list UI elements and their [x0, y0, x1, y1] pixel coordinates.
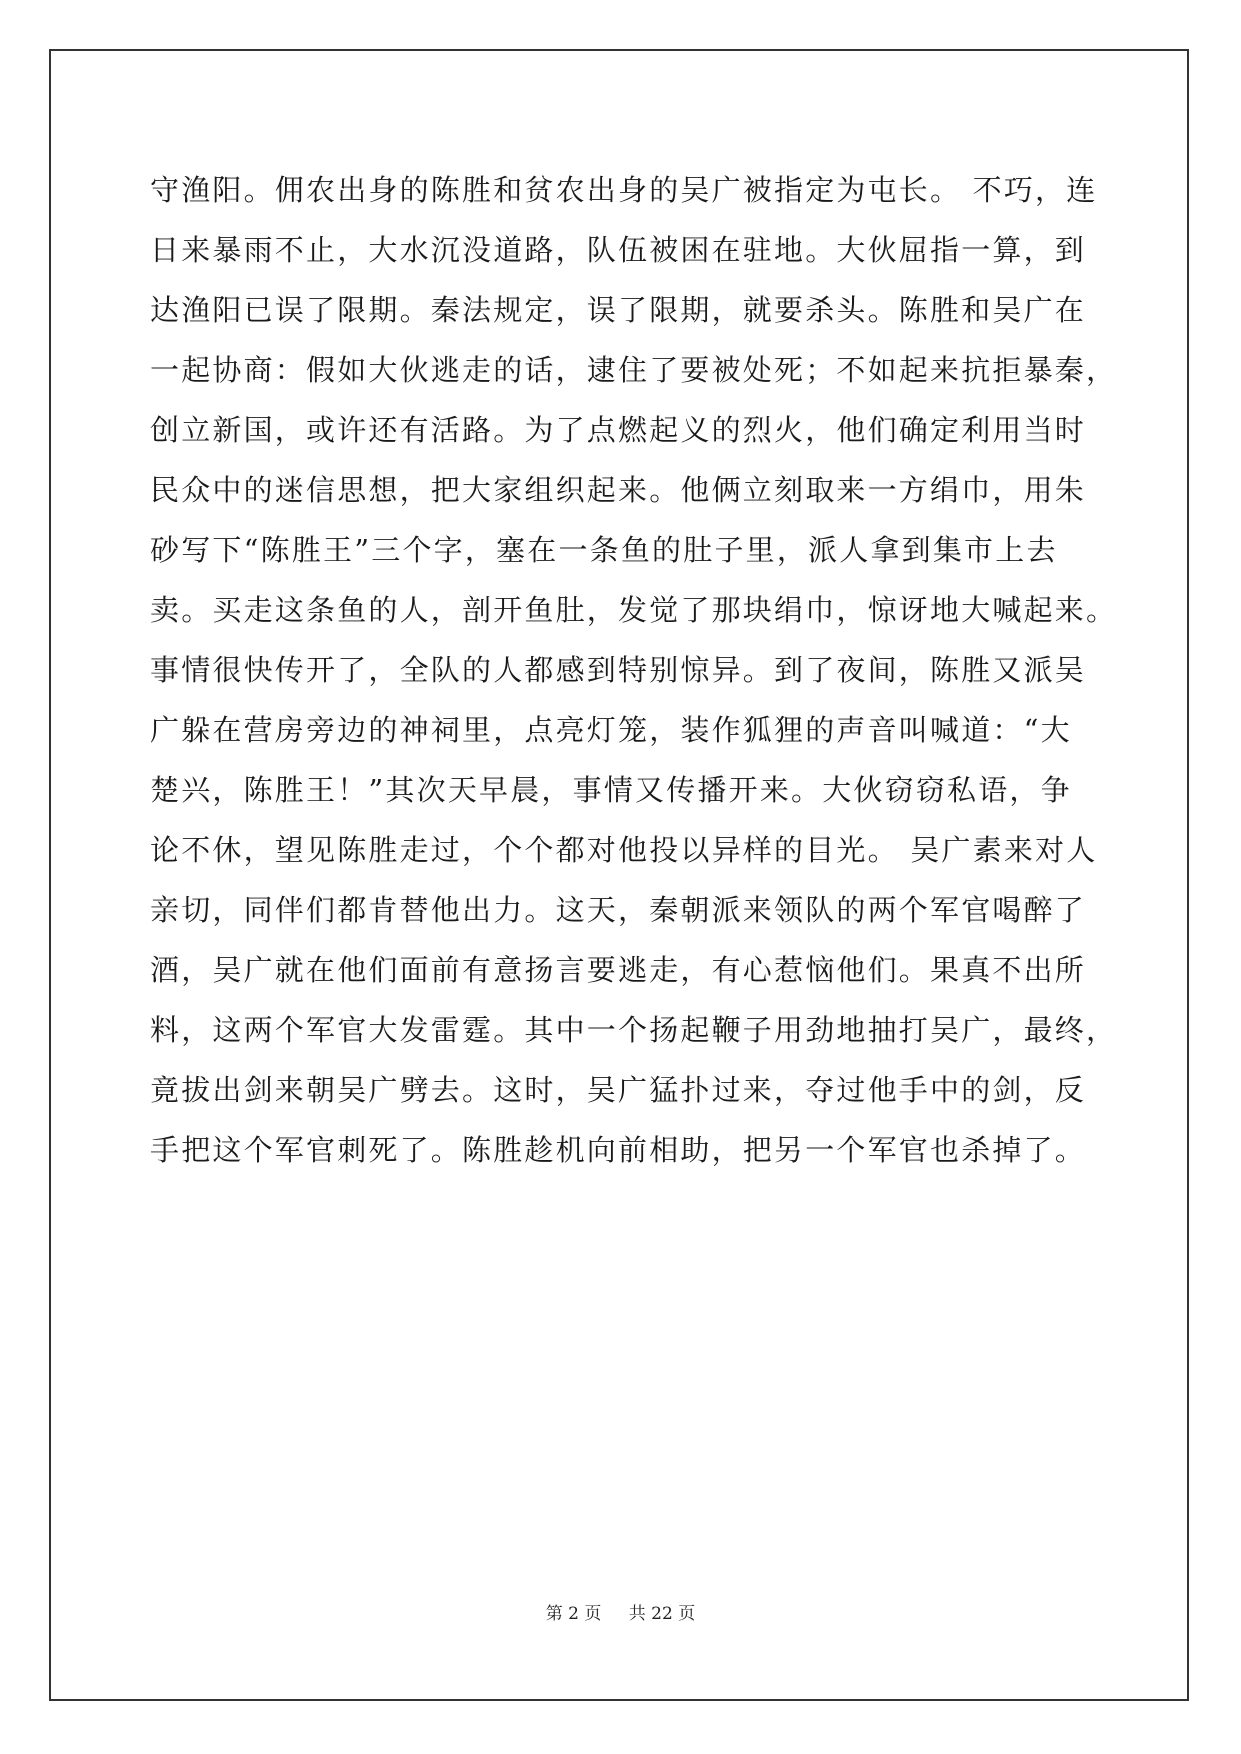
text-line: 酒，吴广就在他们面前有意扬言要逃走，有心惹恼他们。果真不出所	[150, 953, 1087, 987]
text-line: 论不休，望见陈胜走过，个个都对他投以异样的目光。 吴广素来对人	[150, 833, 1098, 867]
text-line: 民众中的迷信思想，把大家组织起来。他俩立刻取来一方绢巾，用朱	[150, 473, 1087, 507]
text-line: 手把这个军官刺死了。陈胜趁机向前相助，把另一个军官也杀掉了。	[150, 1133, 1087, 1167]
text-line: 竟拔出剑来朝吴广劈去。这时，吴广猛扑过来，夺过他手中的剑，反	[150, 1073, 1087, 1107]
text-line: 砂写下“陈胜王”三个字，塞在一条鱼的肚子里，派人拿到集市上去	[150, 533, 1058, 567]
page-total: 共 22 页	[628, 1604, 696, 1624]
text-line: 达渔阳已误了限期。秦法规定，误了限期，就要杀头。陈胜和吴广在	[150, 293, 1087, 327]
text-line: 广躲在营房旁边的神祠里，点亮灯笼，装作狐狸的声音叫喊道：“大	[150, 713, 1072, 747]
text-line: 料，这两个军官大发雷霆。其中一个扬起鞭子用劲地抽打吴广，最终，	[150, 1013, 1118, 1047]
text-line: 一起协商：假如大伙逃走的话，逮住了要被处死；不如起来抗拒暴秦，	[150, 353, 1118, 387]
text-line: 守渔阳。佣农出身的陈胜和贫农出身的吴广被指定为屯长。 不巧，连	[150, 173, 1098, 207]
text-line: 日来暴雨不止，大水沉没道路，队伍被困在驻地。大伙屈指一算，到	[150, 233, 1087, 267]
text-line: 事情很快传开了，全队的人都感到特别惊异。到了夜间，陈胜又派吴	[150, 653, 1087, 687]
text-line: 卖。买走这条鱼的人，剖开鱼肚，发觉了那块绢巾，惊讶地大喊起来。	[150, 593, 1118, 627]
text-line: 亲切，同伴们都肯替他出力。这天，秦朝派来领队的两个军官喝醉了	[150, 893, 1087, 927]
page-number: 第 2 页	[545, 1604, 602, 1624]
text-line: 楚兴，陈胜王！”其次天早晨，事情又传播开来。大伙窃窃私语，争	[150, 773, 1072, 807]
page-footer	[0, 1599, 1241, 1624]
document-body	[150, 160, 1118, 1180]
text-line: 创立新国，或许还有活路。为了点燃起义的烈火，他们确定利用当时	[150, 413, 1087, 447]
